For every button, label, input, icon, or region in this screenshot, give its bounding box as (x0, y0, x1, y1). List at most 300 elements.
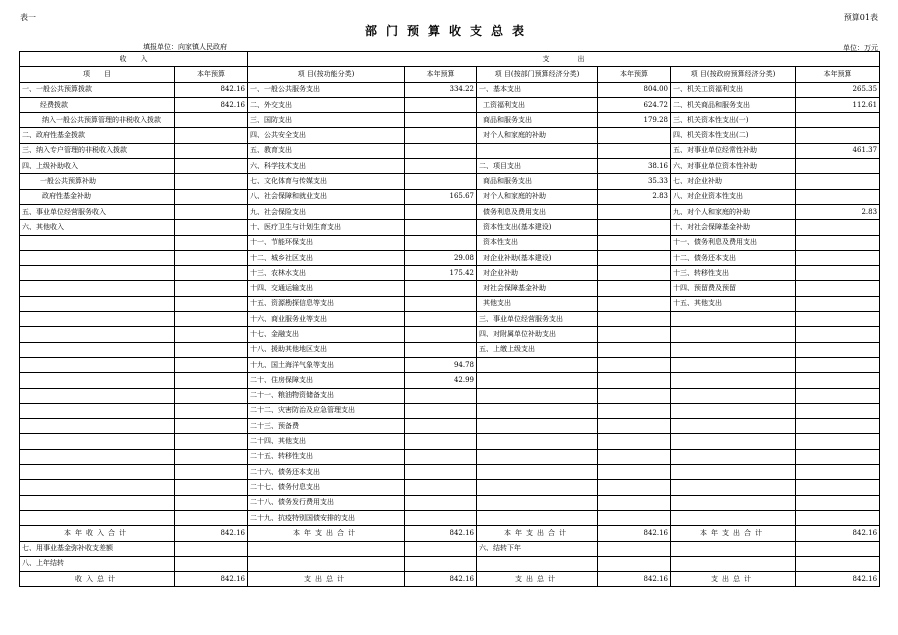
amount-cell (175, 419, 248, 434)
item-cell (20, 419, 175, 434)
amount-cell (796, 128, 880, 143)
amount-cell (598, 403, 671, 418)
amount-header: 本年预算 (175, 67, 248, 82)
amount-cell: 334.22 (405, 82, 477, 97)
amount-cell (405, 541, 477, 556)
item-cell: 支出总计 (248, 572, 405, 587)
table-row (20, 342, 880, 357)
amount-cell (175, 312, 248, 327)
amount-cell (598, 281, 671, 296)
amount-cell (175, 495, 248, 510)
amount-cell: 842.16 (405, 572, 477, 587)
amount-cell: 842.16 (598, 572, 671, 587)
item-cell: 资本性支出(基本建设) (477, 220, 598, 235)
item-cell: 六、对事业单位资本性补助 (671, 159, 796, 174)
item-cell: 十三、农林水支出 (248, 266, 405, 281)
item-cell: 十八、援助其他地区支出 (248, 342, 405, 357)
income-group-header: 收 入 (20, 52, 248, 67)
item-cell: 一、一般公共预算拨款 (20, 82, 175, 97)
item-cell (20, 250, 175, 265)
item-cell (477, 434, 598, 449)
currency-unit: 单位：万元 (843, 44, 878, 52)
item-cell: 十二、债务还本支出 (671, 250, 796, 265)
amount-cell (796, 281, 880, 296)
item-cell (20, 296, 175, 311)
amount-cell (598, 128, 671, 143)
table-row (20, 159, 880, 174)
amount-cell (796, 373, 880, 388)
item-cell: 三、国防支出 (248, 113, 405, 128)
item-cell: 十、对社会保障基金补助 (671, 220, 796, 235)
amount-cell (796, 403, 880, 418)
amount-cell (405, 465, 477, 480)
amount-cell (175, 143, 248, 158)
item-cell: 十四、预留费及预留 (671, 281, 796, 296)
item-cell (20, 434, 175, 449)
table-row (20, 541, 880, 556)
item-cell (671, 480, 796, 495)
total-row (20, 526, 880, 541)
item-cell (20, 266, 175, 281)
item-cell: 收入总计 (20, 572, 175, 587)
page-title: 部门预算收支总表 (364, 24, 533, 38)
item-cell (671, 556, 796, 571)
amount-cell (598, 388, 671, 403)
amount-cell (175, 266, 248, 281)
item-cell (671, 449, 796, 464)
table-row (20, 266, 880, 281)
table-number: 表一 (20, 13, 36, 22)
amount-cell (175, 556, 248, 571)
table-row (20, 327, 880, 342)
item-cell: 四、对附属单位补助支出 (477, 327, 598, 342)
amount-cell (405, 556, 477, 571)
amount-cell (796, 189, 880, 204)
table-row (20, 250, 880, 265)
item-cell (477, 357, 598, 372)
amount-cell (175, 113, 248, 128)
table-row (20, 128, 880, 143)
item-cell: 三、机关资本性支出(一) (671, 113, 796, 128)
amount-cell (796, 449, 880, 464)
amount-cell (796, 541, 880, 556)
amount-cell (598, 495, 671, 510)
item-cell: 十一、债务利息及费用支出 (671, 235, 796, 250)
amount-cell (598, 480, 671, 495)
item-cell: 工资福利支出 (477, 97, 598, 112)
amount-cell (405, 97, 477, 112)
amount-cell (175, 465, 248, 480)
item-cell: 对个人和家庭的补助 (477, 128, 598, 143)
amount-cell: 29.08 (405, 250, 477, 265)
item-cell: 十五、其他支出 (671, 296, 796, 311)
amount-header: 本年预算 (598, 67, 671, 82)
item-cell (20, 495, 175, 510)
amount-cell (405, 388, 477, 403)
amount-cell (175, 541, 248, 556)
item-cell (671, 388, 796, 403)
item-cell: 一、基本支出 (477, 82, 598, 97)
item-cell: 商品和服务支出 (477, 174, 598, 189)
item-cell: 十三、转移性支出 (671, 266, 796, 281)
item-cell: 债务利息及费用支出 (477, 204, 598, 219)
item-cell: 二十二、灾害防治及应急管理支出 (248, 403, 405, 418)
item-cell: 商品和服务支出 (477, 113, 598, 128)
amount-cell (796, 465, 880, 480)
item-cell (20, 403, 175, 418)
amount-cell (405, 204, 477, 219)
expense-dept-econ-header: 项 目(按部门预算经济分类) (477, 67, 598, 82)
item-cell: 二十六、债务还本支出 (248, 465, 405, 480)
amount-cell (405, 327, 477, 342)
amount-cell (796, 312, 880, 327)
amount-cell (796, 342, 880, 357)
amount-cell (405, 434, 477, 449)
amount-cell (796, 220, 880, 235)
table-row (20, 495, 880, 510)
item-cell: 支出总计 (671, 572, 796, 587)
item-cell (671, 541, 796, 556)
amount-cell (175, 281, 248, 296)
amount-cell (175, 235, 248, 250)
item-cell: 五、教育支出 (248, 143, 405, 158)
amount-cell (796, 434, 880, 449)
table-row (20, 312, 880, 327)
item-cell: 二十三、预备费 (248, 419, 405, 434)
item-cell: 十九、国土海洋气象等支出 (248, 357, 405, 372)
amount-cell (598, 357, 671, 372)
item-cell (20, 281, 175, 296)
amount-cell (175, 480, 248, 495)
amount-cell (175, 159, 248, 174)
amount-cell (796, 388, 880, 403)
item-cell: 九、对个人和家庭的补助 (671, 204, 796, 219)
amount-cell: 804.00 (598, 82, 671, 97)
table-row (20, 281, 880, 296)
item-cell: 十六、商业服务业等支出 (248, 312, 405, 327)
amount-cell (796, 174, 880, 189)
amount-cell (796, 357, 880, 372)
item-cell (671, 419, 796, 434)
item-cell: 经费拨款 (20, 97, 175, 112)
amount-cell: 624.72 (598, 97, 671, 112)
item-cell: 五、上缴上级支出 (477, 342, 598, 357)
item-cell: 四、机关资本性支出(二) (671, 128, 796, 143)
item-cell: 十五、资源勘探信息等支出 (248, 296, 405, 311)
amount-cell: 38.16 (598, 159, 671, 174)
item-cell: 一般公共预算补助 (20, 174, 175, 189)
amount-cell (598, 312, 671, 327)
item-cell: 政府性基金补助 (20, 189, 175, 204)
amount-cell: 2.83 (598, 189, 671, 204)
table-row (20, 296, 880, 311)
item-cell: 十四、交通运输支出 (248, 281, 405, 296)
amount-cell: 35.33 (598, 174, 671, 189)
item-cell (477, 388, 598, 403)
item-cell (20, 312, 175, 327)
amount-cell (598, 220, 671, 235)
item-cell (20, 235, 175, 250)
amount-cell (598, 327, 671, 342)
amount-cell (796, 480, 880, 495)
item-cell (477, 495, 598, 510)
item-cell (477, 510, 598, 525)
table-row (20, 97, 880, 112)
amount-cell: 265.35 (796, 82, 880, 97)
item-cell: 四、上级补助收入 (20, 159, 175, 174)
item-cell (671, 434, 796, 449)
amount-header: 本年预算 (796, 67, 880, 82)
amount-cell (175, 449, 248, 464)
amount-cell (175, 128, 248, 143)
item-cell (20, 480, 175, 495)
item-cell (671, 510, 796, 525)
item-cell: 七、文化体育与传媒支出 (248, 174, 405, 189)
amount-cell (405, 235, 477, 250)
amount-cell (796, 296, 880, 311)
item-cell (20, 327, 175, 342)
item-cell (477, 556, 598, 571)
amount-cell (598, 449, 671, 464)
amount-cell (405, 159, 477, 174)
amount-cell (405, 220, 477, 235)
item-cell: 一、机关工资福利支出 (671, 82, 796, 97)
item-cell (477, 143, 598, 158)
item-cell (477, 373, 598, 388)
amount-cell (796, 250, 880, 265)
amount-cell (405, 281, 477, 296)
amount-cell (405, 296, 477, 311)
item-cell (671, 373, 796, 388)
expense-group-header: 支 出 (248, 52, 880, 67)
item-cell: 七、对企业补助 (671, 174, 796, 189)
income-item-header: 项 目 (20, 67, 175, 82)
item-cell: 二十一、粮油物资储备支出 (248, 388, 405, 403)
item-cell (671, 495, 796, 510)
amount-cell: 842.16 (405, 526, 477, 541)
table-row (20, 235, 880, 250)
amount-cell (796, 495, 880, 510)
amount-cell (598, 373, 671, 388)
table-row (20, 419, 880, 434)
item-cell (20, 373, 175, 388)
amount-cell (175, 510, 248, 525)
item-cell: 二、项目支出 (477, 159, 598, 174)
total-row (20, 572, 880, 587)
amount-cell (405, 174, 477, 189)
item-cell: 对企业补助(基本建设) (477, 250, 598, 265)
item-cell: 八、上年结转 (20, 556, 175, 571)
amount-cell (175, 174, 248, 189)
amount-cell: 179.28 (598, 113, 671, 128)
amount-cell (175, 250, 248, 265)
amount-cell (405, 143, 477, 158)
table-row (20, 204, 880, 219)
form-code: 预算01表 (843, 13, 878, 22)
amount-cell (796, 235, 880, 250)
amount-cell (175, 388, 248, 403)
table-row (20, 556, 880, 571)
table-row (20, 113, 880, 128)
item-cell: 对社会保障基金补助 (477, 281, 598, 296)
amount-cell: 842.16 (175, 97, 248, 112)
amount-cell: 42.99 (405, 373, 477, 388)
amount-cell (175, 204, 248, 219)
amount-cell: 842.16 (175, 572, 248, 587)
item-cell (20, 342, 175, 357)
amount-header: 本年预算 (405, 67, 477, 82)
item-cell: 七、用事业基金弥补收支差额 (20, 541, 175, 556)
amount-cell (405, 113, 477, 128)
amount-cell (405, 480, 477, 495)
item-cell: 其他支出 (477, 296, 598, 311)
item-cell: 本年支出合计 (248, 526, 405, 541)
amount-cell: 165.67 (405, 189, 477, 204)
amount-cell (598, 465, 671, 480)
table-row (20, 174, 880, 189)
budget-summary-table (19, 51, 880, 587)
item-cell (671, 357, 796, 372)
amount-cell (405, 510, 477, 525)
item-cell: 二、政府性基金拨款 (20, 128, 175, 143)
item-cell (477, 419, 598, 434)
item-cell: 八、对企业资本性支出 (671, 189, 796, 204)
amount-cell: 842.16 (175, 526, 248, 541)
item-cell (248, 556, 405, 571)
amount-cell: 94.78 (405, 357, 477, 372)
item-cell: 五、事业单位经营服务收入 (20, 204, 175, 219)
amount-cell (405, 403, 477, 418)
item-cell: 本年支出合计 (477, 526, 598, 541)
amount-cell (175, 434, 248, 449)
amount-cell (405, 495, 477, 510)
item-cell (671, 403, 796, 418)
amount-cell: 842.16 (796, 526, 880, 541)
amount-cell (405, 419, 477, 434)
item-cell (477, 480, 598, 495)
amount-cell (598, 556, 671, 571)
table-row (20, 82, 880, 97)
amount-cell (598, 434, 671, 449)
item-cell (477, 449, 598, 464)
item-cell: 对个人和家庭的补助 (477, 189, 598, 204)
item-cell: 支出总计 (477, 572, 598, 587)
item-cell (671, 312, 796, 327)
item-cell: 二十、住房保障支出 (248, 373, 405, 388)
amount-cell (175, 403, 248, 418)
amount-cell (405, 449, 477, 464)
item-cell: 十二、城乡社区支出 (248, 250, 405, 265)
table-row (20, 357, 880, 372)
item-cell: 二十七、债务付息支出 (248, 480, 405, 495)
table-row (20, 388, 880, 403)
item-cell: 二、外交支出 (248, 97, 405, 112)
amount-cell (175, 220, 248, 235)
item-cell: 十一、节能环保支出 (248, 235, 405, 250)
table-row (20, 143, 880, 158)
item-cell: 资本性支出 (477, 235, 598, 250)
item-cell: 本年收入合计 (20, 526, 175, 541)
item-cell: 十、医疗卫生与计划生育支出 (248, 220, 405, 235)
item-cell (20, 510, 175, 525)
amount-cell (405, 128, 477, 143)
amount-cell (598, 266, 671, 281)
expense-gov-econ-header: 项 目(按政府预算经济分类) (671, 67, 796, 82)
amount-cell (175, 296, 248, 311)
amount-cell: 842.16 (175, 82, 248, 97)
item-cell (20, 449, 175, 464)
amount-cell (598, 204, 671, 219)
item-cell: 六、其他收入 (20, 220, 175, 235)
item-cell (477, 403, 598, 418)
amount-cell: 175.42 (405, 266, 477, 281)
amount-cell (796, 113, 880, 128)
amount-cell (598, 342, 671, 357)
item-cell (671, 342, 796, 357)
item-cell: 二、机关商品和服务支出 (671, 97, 796, 112)
amount-cell: 112.61 (796, 97, 880, 112)
amount-cell (175, 342, 248, 357)
amount-cell: 842.16 (796, 572, 880, 587)
amount-cell (598, 541, 671, 556)
amount-cell (175, 327, 248, 342)
reporting-unit: 填报单位：向家镇人民政府 (143, 43, 227, 51)
item-cell: 三、事业单位经营服务支出 (477, 312, 598, 327)
table-row (20, 373, 880, 388)
amount-cell (598, 143, 671, 158)
amount-cell: 461.37 (796, 143, 880, 158)
item-cell: 八、社会保障和就业支出 (248, 189, 405, 204)
item-cell: 五、对事业单位经常性补助 (671, 143, 796, 158)
amount-cell (405, 342, 477, 357)
amount-cell: 2.83 (796, 204, 880, 219)
table-row (20, 465, 880, 480)
item-cell (671, 327, 796, 342)
item-cell (248, 541, 405, 556)
amount-cell (796, 419, 880, 434)
item-cell: 对企业补助 (477, 266, 598, 281)
table-row (20, 403, 880, 418)
table-row (20, 189, 880, 204)
amount-cell (175, 189, 248, 204)
amount-cell (796, 556, 880, 571)
item-cell (20, 357, 175, 372)
amount-cell (598, 296, 671, 311)
table-row (20, 480, 880, 495)
item-cell: 四、公共安全支出 (248, 128, 405, 143)
amount-cell (796, 510, 880, 525)
item-cell: 十七、金融支出 (248, 327, 405, 342)
item-cell: 六、科学技术支出 (248, 159, 405, 174)
item-cell: 二十八、债务发行费用支出 (248, 495, 405, 510)
item-cell (20, 465, 175, 480)
item-cell: 二十九、抗疫特别国债安排的支出 (248, 510, 405, 525)
item-cell: 六、结转下年 (477, 541, 598, 556)
amount-cell (405, 312, 477, 327)
amount-cell: 842.16 (598, 526, 671, 541)
item-cell: 三、纳入专户管理的非税收入拨款 (20, 143, 175, 158)
item-cell: 纳入一般公共预算管理的非税收入拨款 (20, 113, 175, 128)
amount-cell (175, 373, 248, 388)
amount-cell (796, 327, 880, 342)
amount-cell (598, 419, 671, 434)
table-row (20, 449, 880, 464)
amount-cell (598, 235, 671, 250)
expense-func-header: 项 目(按功能分类) (248, 67, 405, 82)
amount-cell (175, 357, 248, 372)
item-cell (20, 388, 175, 403)
item-cell (671, 465, 796, 480)
